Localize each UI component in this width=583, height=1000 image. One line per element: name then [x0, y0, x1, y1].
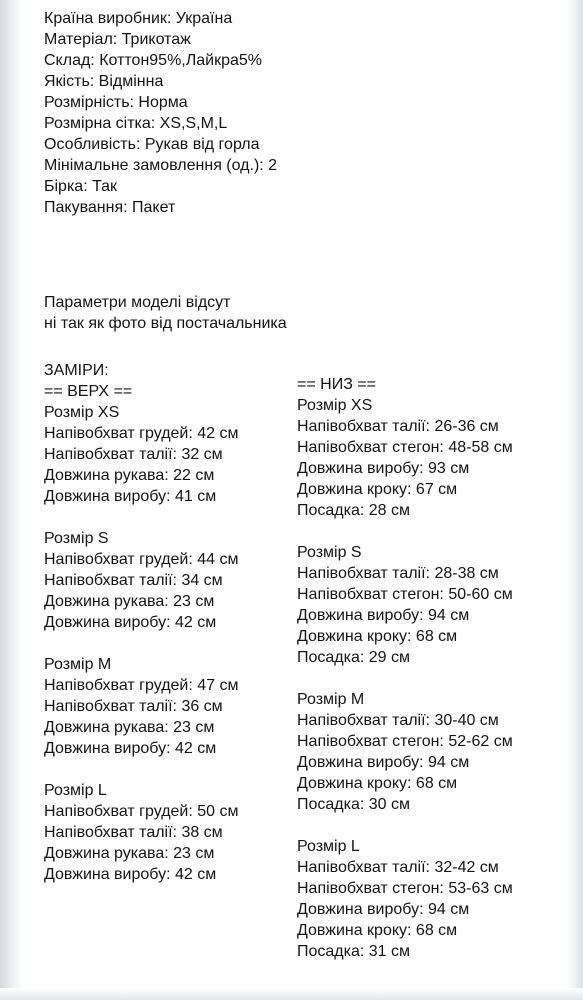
spec-line-size-grid: Розмірна сітка: XS,S,M,L — [44, 115, 228, 132]
top-measurement-line: Довжина виробу: 41 см — [44, 488, 217, 505]
spec-line-min-order: Мінімальне замовлення (од.): 2 — [44, 157, 278, 174]
measurements-title: ЗАМІРИ: — [44, 362, 109, 379]
top-size-title: Розмір L — [44, 782, 107, 799]
top-measurement-line: Напівобхват талії: 38 см — [44, 824, 223, 841]
top-measurement-line: Довжина виробу: 42 см — [44, 614, 217, 631]
top-size-title: Розмір S — [44, 530, 109, 547]
bottom-size-group — [297, 395, 513, 521]
note-line: Параметри моделі відсут — [44, 294, 231, 311]
bottom-measurement-line: Довжина виробу: 93 см — [297, 460, 470, 477]
spec-line-tag: Бірка: Так — [44, 178, 118, 195]
top-measurement-line: Напівобхват грудей: 47 см — [44, 677, 239, 694]
bottom-measurement-line: Напівобхват стегон: 53-63 см — [297, 880, 513, 897]
page-edge-left — [0, 0, 22, 1000]
top-measurement-line: Довжина рукава: 23 см — [44, 719, 215, 736]
bottom-measurement-line: Довжина виробу: 94 см — [297, 754, 470, 771]
bottom-size-groups — [297, 395, 513, 962]
page-edge-right — [567, 0, 583, 1000]
bottom-measurement-line: Довжина кроку: 68 см — [297, 775, 458, 792]
top-measurement-line: Напівобхват грудей: 50 см — [44, 803, 239, 820]
top-measurement-line: Довжина виробу: 42 см — [44, 740, 217, 757]
bottom-measurement-line: Напівобхват талії: 28-38 см — [297, 565, 499, 582]
bottom-measurements-column — [297, 374, 513, 962]
bottom-measurement-line: Посадка: 30 см — [297, 796, 411, 813]
bottom-measurement-line: Напівобхват талії: 32-42 см — [297, 859, 499, 876]
top-size-group — [44, 528, 239, 633]
bottom-size-title: Розмір L — [297, 838, 360, 855]
top-measurement-line: Довжина виробу: 42 см — [44, 866, 217, 883]
bottom-section-heading: == НИЗ == — [297, 376, 376, 393]
top-size-groups — [44, 402, 239, 885]
top-size-title: Розмір M — [44, 656, 112, 673]
bottom-measurement-line: Напівобхват стегон: 52-62 см — [297, 733, 513, 750]
bottom-measurement-line: Напівобхват стегон: 48-58 см — [297, 439, 513, 456]
top-size-title: Розмір XS — [44, 404, 120, 421]
top-size-group — [44, 402, 239, 507]
bottom-measurement-line: Довжина кроку: 67 см — [297, 481, 458, 498]
model-params-note — [44, 292, 287, 334]
top-measurement-line: Напівобхват грудей: 42 см — [44, 425, 239, 442]
bottom-measurement-line: Довжина кроку: 68 см — [297, 628, 458, 645]
spec-line-composition: Склад: Коттон95%,Лайкра5% — [44, 52, 262, 69]
spec-line-sizing: Розмірність: Норма — [44, 94, 188, 111]
bottom-measurement-line: Напівобхват талії: 26-36 см — [297, 418, 499, 435]
top-measurement-line: Напівобхват талії: 32 см — [44, 446, 223, 463]
bottom-size-group — [297, 689, 513, 815]
top-measurements-column — [44, 360, 239, 885]
spec-line-feature: Особливість: Рукав від горла — [44, 136, 260, 153]
page-edge-bottom — [0, 988, 583, 1000]
bottom-measurement-line: Посадка: 29 см — [297, 649, 411, 666]
top-measurement-line: Довжина рукава: 23 см — [44, 593, 215, 610]
spec-line-material: Матеріал: Трикотаж — [44, 31, 191, 48]
bottom-size-title: Розмір M — [297, 691, 365, 708]
product-specs — [44, 8, 277, 218]
bottom-measurement-line: Напівобхват талії: 30-40 см — [297, 712, 499, 729]
top-measurement-line: Довжина рукава: 23 см — [44, 845, 215, 862]
top-measurement-line: Напівобхват грудей: 44 см — [44, 551, 239, 568]
bottom-size-group — [297, 836, 513, 962]
spec-line-country: Країна виробник: Україна — [44, 10, 233, 27]
bottom-measurement-line: Довжина кроку: 68 см — [297, 922, 458, 939]
bottom-size-title: Розмір S — [297, 544, 362, 561]
bottom-measurement-line: Посадка: 31 см — [297, 943, 411, 960]
bottom-measurement-line: Довжина виробу: 94 см — [297, 901, 470, 918]
bottom-size-title: Розмір XS — [297, 397, 373, 414]
bottom-size-group — [297, 542, 513, 668]
top-size-group — [44, 780, 239, 885]
top-measurement-line: Напівобхват талії: 34 см — [44, 572, 223, 589]
top-measurement-line: Довжина рукава: 22 см — [44, 467, 215, 484]
top-section-heading: == ВЕРХ == — [44, 383, 133, 400]
bottom-measurement-line: Напівобхват стегон: 50-60 см — [297, 586, 513, 603]
bottom-measurement-line: Посадка: 28 см — [297, 502, 411, 519]
bottom-measurement-line: Довжина виробу: 94 см — [297, 607, 470, 624]
spec-line-quality: Якість: Відмінна — [44, 73, 164, 90]
top-size-group — [44, 654, 239, 759]
spec-line-packaging: Пакування: Пакет — [44, 199, 176, 216]
top-measurement-line: Напівобхват талії: 36 см — [44, 698, 223, 715]
note-line: ні так як фото від постачальника — [44, 315, 287, 332]
